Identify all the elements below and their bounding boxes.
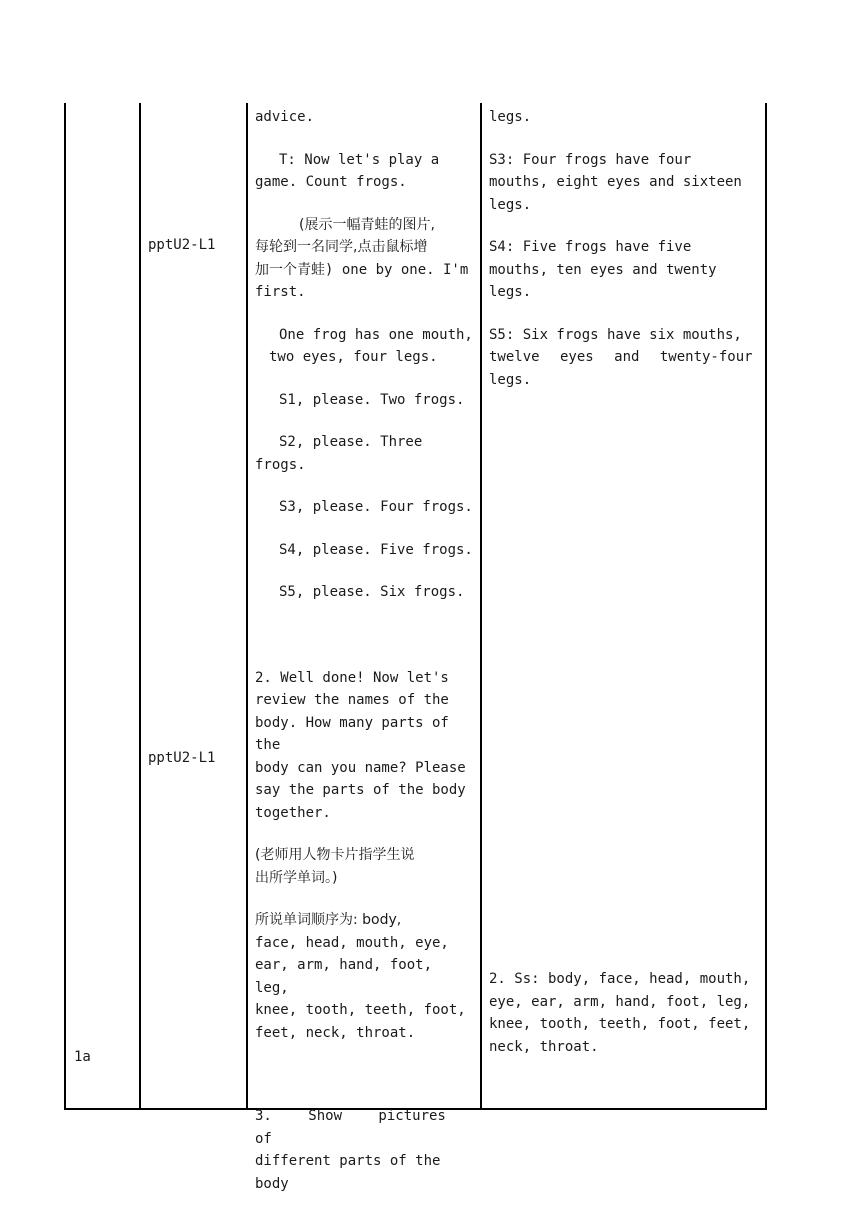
text-line: S3: Four frogs have four [489,151,692,168]
text-line: twelve eyes and twenty-four [489,349,753,365]
table-divider-1 [139,103,141,1110]
table-divider-3 [480,103,482,1110]
text-line: knee, tooth, teeth, foot, feet, [489,1016,751,1032]
resource-label-1: pptU2-L1 [148,237,216,253]
text-line: first. [255,284,306,300]
text-line: frogs. [255,456,306,473]
text-line: legs. [489,109,532,125]
text-line: 出所学单词。) [255,869,338,886]
text-line: S5: Six frogs have six mouths, [489,326,742,343]
text-line: 2. Well done! Now let's [255,669,449,686]
table-divider-2 [246,103,248,1110]
text-line: say the parts of the body [255,782,466,798]
text-line: S4, please. Five frogs. [279,541,473,558]
text-line: mouths, ten eyes and twenty [489,261,717,278]
text-line: One frog has one mouth, [279,326,473,343]
text-line: 每轮到一名同学,点击鼠标增 [255,239,428,255]
text-line: mouths, eight eyes and sixteen [489,174,742,190]
text-line: S2, please. Three [279,434,423,450]
text-line: two eyes, four legs. [269,349,438,365]
text-line: ear, arm, hand, foot, leg, [255,957,433,996]
text-line: advice. [255,109,315,125]
text-line: legs. [489,196,532,213]
text-line: body. How many parts of the [255,714,449,753]
text-line: legs. [489,284,532,300]
table-border-left [64,103,66,1110]
text-line: legs. [489,371,532,388]
text-line: S4: Five frogs have five [489,239,692,255]
text-line: 所说单词顺序为: body, [255,912,402,928]
text-line: different parts of the body [255,1153,441,1192]
student-activities-column [489,106,759,391]
text-line: S1, please. Two frogs. [279,391,465,408]
text-line: 3. Show pictures of [255,1108,446,1147]
student-answer-2 [489,968,759,1058]
text-line: S3, please. Four frogs. [279,499,473,515]
text-line: knee, tooth, teeth, foot, [255,1002,466,1018]
text-line: T: Now let's play a [279,151,440,168]
text-line: (老师用人物卡片指学生说 [255,847,415,863]
text-line: face, head, mouth, eye, [255,934,449,951]
text-line: 加一个青蛙) one by one. I'm [255,261,469,278]
text-line: together. [255,804,331,821]
text-line: feet, neck, throat. [255,1024,416,1041]
text-line: neck, throat. [489,1038,599,1055]
text-line: body can you name? Please [255,759,466,776]
text-line: review the names of the [255,692,449,708]
step-label: 1a [74,1049,91,1065]
text-line: 2. Ss: body, face, head, mouth, [489,971,751,987]
text-line: (展示一幅青蛙的图片, [299,216,435,233]
text-line: eye, ear, arm, hand, foot, leg, [489,993,751,1010]
text-line: S5, please. Six frogs. [279,584,465,600]
table-border-right [765,103,767,1110]
teacher-activities-column [255,106,473,1195]
text-line: game. Count frogs. [255,174,407,190]
resource-label-2: pptU2-L1 [148,750,216,766]
